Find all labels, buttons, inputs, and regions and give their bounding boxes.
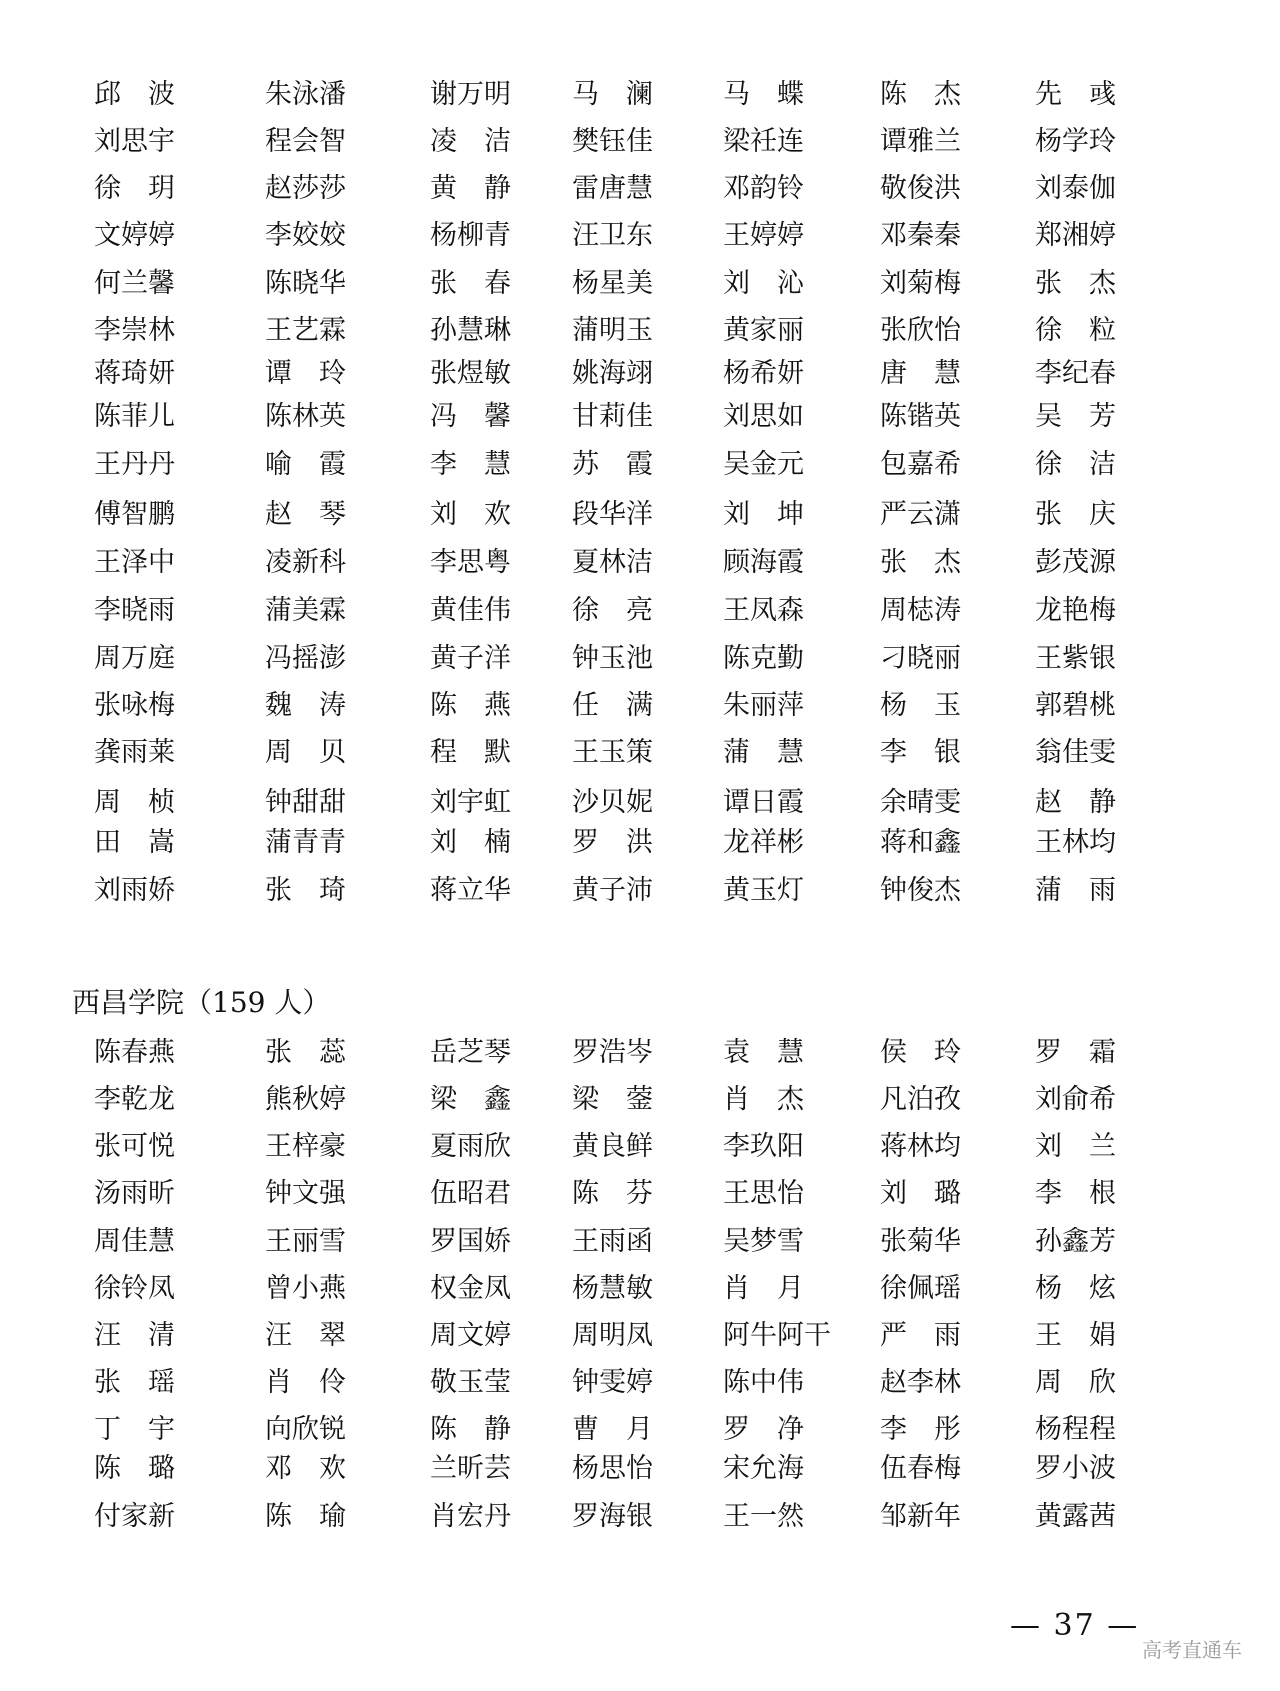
name-cell: 李晓雨 [94,595,175,626]
name-cell: 罗海银 [572,1501,653,1532]
name-cell: 陈春燕 [94,1037,175,1068]
name-cell: 李玖阳 [723,1131,804,1162]
name-cell: 阿牛阿干 [723,1320,831,1351]
name-cell: 马蝶 [723,79,831,110]
name-cell: 曹月 [572,1414,680,1445]
name-row [0,259,1280,309]
name-cell: 傅智鹏 [94,499,175,530]
name-cell: 黄玉灯 [723,875,804,906]
name-cell: 马澜 [572,79,680,110]
name-cell: 王雨函 [572,1226,653,1257]
name-cell: 王思怡 [723,1178,804,1209]
name-cell: 沙贝妮 [572,787,653,818]
name-row [0,117,1280,167]
name-cell: 甘莉佳 [572,401,653,432]
name-cell: 刘俞希 [1035,1084,1116,1115]
name-row [0,866,1280,916]
name-cell: 梁鑫 [430,1084,538,1115]
name-cell: 陈锴英 [880,401,961,432]
name-cell: 李根 [1035,1178,1143,1209]
name-cell: 陈燕 [430,690,538,721]
name-cell: 王泽中 [94,547,175,578]
name-cell: 罗净 [723,1414,831,1445]
name-cell: 曾小燕 [265,1273,346,1304]
name-cell: 王凤森 [723,595,804,626]
name-cell: 权金凤 [430,1273,511,1304]
name-cell: 陈克勤 [723,643,804,674]
name-cell: 邓欢 [265,1453,373,1484]
name-cell: 段华洋 [572,499,653,530]
section-heading: 西昌学院（159 人） [72,986,331,1019]
name-cell: 唐慧 [880,358,988,389]
watermark: 高考直通车 [1142,1638,1242,1662]
name-cell: 蒋和鑫 [880,827,961,858]
name-row [0,728,1280,778]
name-cell: 喻霞 [265,449,373,480]
name-cell: 严雨 [880,1320,988,1351]
name-cell: 朱泳潘 [265,79,346,110]
name-cell: 钟雯婷 [572,1367,653,1398]
name-cell: 张杰 [880,547,988,578]
name-cell: 陈杰 [880,79,988,110]
name-cell: 黄良鲜 [572,1131,653,1162]
name-cell: 张杰 [1035,268,1143,299]
name-cell: 李慧 [430,449,538,480]
name-cell: 钟文强 [265,1178,346,1209]
name-cell: 陈静 [430,1414,538,1445]
name-cell: 杨炫 [1035,1273,1143,1304]
name-row [0,70,1280,120]
name-cell: 王丹丹 [94,449,175,480]
name-cell: 陈林英 [265,401,346,432]
name-cell: 刘楠 [430,827,538,858]
name-cell: 陈璐 [94,1453,202,1484]
name-cell: 李纪春 [1035,358,1116,389]
name-cell: 张欣怡 [880,315,961,346]
name-row [0,1311,1280,1361]
name-cell: 严云潇 [880,499,961,530]
name-cell: 谭玲 [265,358,373,389]
name-row [0,1075,1280,1125]
name-row [0,1264,1280,1314]
name-cell: 罗国娇 [430,1226,511,1257]
name-cell: 汪卫东 [572,220,653,251]
name-row [0,392,1280,442]
name-cell: 龙艳梅 [1035,595,1116,626]
name-cell: 梁蓥 [572,1084,680,1115]
name-cell: 黄家丽 [723,315,804,346]
name-row [0,634,1280,684]
name-cell: 黄露茜 [1035,1501,1116,1532]
name-cell: 宋允海 [723,1453,804,1484]
name-cell: 刘雨娇 [94,875,175,906]
name-cell: 向欣锐 [265,1414,346,1445]
name-cell: 刘沁 [723,268,831,299]
name-cell: 樊钰佳 [572,126,653,157]
name-cell: 蒲美霖 [265,595,346,626]
name-row [0,1444,1280,1494]
name-cell: 罗霜 [1035,1037,1143,1068]
name-cell: 包嘉希 [880,449,961,480]
name-cell: 钟玉池 [572,643,653,674]
name-cell: 徐佩瑶 [880,1273,961,1304]
name-cell: 谭日霞 [723,787,804,818]
name-cell: 杨慧敏 [572,1273,653,1304]
name-cell: 郑湘婷 [1035,220,1116,251]
name-cell: 魏涛 [265,690,373,721]
name-row [0,1169,1280,1219]
name-cell: 刘思宇 [94,126,175,157]
name-cell: 孙慧琳 [430,315,511,346]
name-cell: 李银 [880,737,988,768]
name-cell: 王玉策 [572,737,653,768]
name-cell: 凌新科 [265,547,346,578]
name-cell: 王娟 [1035,1320,1143,1351]
name-cell: 敬玉莹 [430,1367,511,1398]
name-cell: 徐洁 [1035,449,1143,480]
name-cell: 黄子洋 [430,643,511,674]
name-cell: 赵莎莎 [265,173,346,204]
name-cell: 郭碧桃 [1035,690,1116,721]
name-cell: 夏雨欣 [430,1131,511,1162]
name-cell: 王紫银 [1035,643,1116,674]
name-cell: 罗浩岑 [572,1037,653,1068]
name-cell: 徐铃凤 [94,1273,175,1304]
name-cell: 龙祥彬 [723,827,804,858]
name-cell: 邹新年 [880,1501,961,1532]
name-cell: 杨程程 [1035,1414,1116,1445]
name-cell: 蒲雨 [1035,875,1143,906]
name-cell: 李乾龙 [94,1084,175,1115]
name-cell: 伍昭君 [430,1178,511,1209]
name-cell: 周文婷 [430,1320,511,1351]
name-cell: 付家新 [94,1501,175,1532]
name-cell: 周梽涛 [880,595,961,626]
name-cell: 李姣姣 [265,220,346,251]
name-cell: 杨玉 [880,690,988,721]
name-cell: 雷唐慧 [572,173,653,204]
name-cell: 陈瑜 [265,1501,373,1532]
name-cell: 罗小波 [1035,1453,1116,1484]
name-cell: 赵静 [1035,787,1143,818]
name-cell: 王梓豪 [265,1131,346,1162]
name-cell: 陈晓华 [265,268,346,299]
name-cell: 杨希妍 [723,358,804,389]
name-cell: 杨星美 [572,268,653,299]
name-cell: 彭茂源 [1035,547,1116,578]
name-cell: 蒲慧 [723,737,831,768]
name-cell: 刘宇虹 [430,787,511,818]
name-cell: 张琦 [265,875,373,906]
name-cell: 王丽雪 [265,1226,346,1257]
name-cell: 吴梦雪 [723,1226,804,1257]
name-cell: 先彧 [1035,79,1143,110]
name-cell: 张菊华 [880,1226,961,1257]
name-cell: 张煜敏 [430,358,511,389]
page-number: — 37 — [1010,1608,1140,1643]
name-cell: 刘坤 [723,499,831,530]
name-cell: 吴金元 [723,449,804,480]
name-cell: 冯馨 [430,401,538,432]
name-cell: 蒋琦妍 [94,358,175,389]
name-cell: 钟俊杰 [880,875,961,906]
name-cell: 邓秦秦 [880,220,961,251]
name-cell: 周明凤 [572,1320,653,1351]
name-cell: 蒋立华 [430,875,511,906]
name-cell: 蒲青青 [265,827,346,858]
name-cell: 张咏梅 [94,690,175,721]
name-cell: 何兰馨 [94,268,175,299]
name-cell: 黄子沛 [572,875,653,906]
name-cell: 肖伶 [265,1367,373,1398]
name-cell: 赵琴 [265,499,373,530]
name-cell: 敬俊洪 [880,173,961,204]
name-cell: 王婷婷 [723,220,804,251]
name-row [0,1492,1280,1542]
name-cell: 罗洪 [572,827,680,858]
name-cell: 孙鑫芳 [1035,1226,1116,1257]
name-row [0,538,1280,588]
name-cell: 邓韵铃 [723,173,804,204]
name-cell: 谢万明 [430,79,511,110]
name-cell: 蒋林均 [880,1131,961,1162]
name-cell: 苏霞 [572,449,680,480]
name-cell: 汪清 [94,1320,202,1351]
name-cell: 张可悦 [94,1131,175,1162]
name-cell: 李崇林 [94,315,175,346]
name-cell: 肖月 [723,1273,831,1304]
name-cell: 张庆 [1035,499,1143,530]
name-cell: 顾海霞 [723,547,804,578]
name-cell: 程会智 [265,126,346,157]
name-cell: 周桢 [94,787,202,818]
name-cell: 陈芬 [572,1178,680,1209]
name-cell: 刘泰伽 [1035,173,1116,204]
name-cell: 岳芝琴 [430,1037,511,1068]
name-cell: 龚雨莱 [94,737,175,768]
name-cell: 李彤 [880,1414,988,1445]
name-row [0,164,1280,214]
name-cell: 肖杰 [723,1084,831,1115]
name-cell: 杨柳青 [430,220,511,251]
name-cell: 钟甜甜 [265,787,346,818]
name-cell: 周佳慧 [94,1226,175,1257]
name-cell: 冯摇澎 [265,643,346,674]
name-cell: 蒲明玉 [572,315,653,346]
name-cell: 朱丽萍 [723,690,804,721]
name-cell: 吴芳 [1035,401,1143,432]
name-row [0,1217,1280,1267]
name-row [0,490,1280,540]
name-cell: 刘璐 [880,1178,988,1209]
name-cell: 任满 [572,690,680,721]
name-cell: 梁祍连 [723,126,804,157]
name-cell: 刁晓丽 [880,643,961,674]
name-cell: 张蕊 [265,1037,373,1068]
name-row [0,1028,1280,1078]
name-cell: 张瑶 [94,1367,202,1398]
name-cell: 徐亮 [572,595,680,626]
name-cell: 杨学玲 [1035,126,1116,157]
name-cell: 兰昕芸 [430,1453,511,1484]
name-cell: 陈菲儿 [94,401,175,432]
name-cell: 侯玲 [880,1037,988,1068]
name-cell: 王林均 [1035,827,1116,858]
name-cell: 汪翠 [265,1320,373,1351]
name-cell: 周万庭 [94,643,175,674]
name-cell: 伍春梅 [880,1453,961,1484]
name-row [0,586,1280,636]
name-cell: 赵李林 [880,1367,961,1398]
name-cell: 徐玥 [94,173,202,204]
name-cell: 刘欢 [430,499,538,530]
name-cell: 刘兰 [1035,1131,1143,1162]
name-cell: 黄静 [430,173,538,204]
name-cell: 周贝 [265,737,373,768]
name-cell: 周欣 [1035,1367,1143,1398]
name-cell: 姚海翊 [572,358,653,389]
name-cell: 丁宇 [94,1414,202,1445]
name-row [0,211,1280,261]
name-row [0,1122,1280,1172]
name-cell: 黄佳伟 [430,595,511,626]
name-cell: 王一然 [723,1501,804,1532]
name-cell: 夏林洁 [572,547,653,578]
name-cell: 文婷婷 [94,220,175,251]
name-cell: 凡泊孜 [880,1084,961,1115]
name-cell: 张春 [430,268,538,299]
name-cell: 陈中伟 [723,1367,804,1398]
name-cell: 谭雅兰 [880,126,961,157]
name-cell: 汤雨昕 [94,1178,175,1209]
name-cell: 凌洁 [430,126,538,157]
name-cell: 刘菊梅 [880,268,961,299]
name-row [0,681,1280,731]
name-cell: 程默 [430,737,538,768]
name-row [0,818,1280,868]
name-cell: 邱波 [94,79,202,110]
name-cell: 田嵩 [94,827,202,858]
name-cell: 杨思怡 [572,1453,653,1484]
name-cell: 熊秋婷 [265,1084,346,1115]
name-cell: 徐粒 [1035,315,1143,346]
name-cell: 李思粤 [430,547,511,578]
name-row [0,440,1280,490]
name-cell: 肖宏丹 [430,1501,511,1532]
name-cell: 王艺霖 [265,315,346,346]
name-cell: 余晴雯 [880,787,961,818]
name-cell: 袁慧 [723,1037,831,1068]
name-cell: 翁佳雯 [1035,737,1116,768]
name-cell: 刘思如 [723,401,804,432]
name-row [0,1358,1280,1408]
